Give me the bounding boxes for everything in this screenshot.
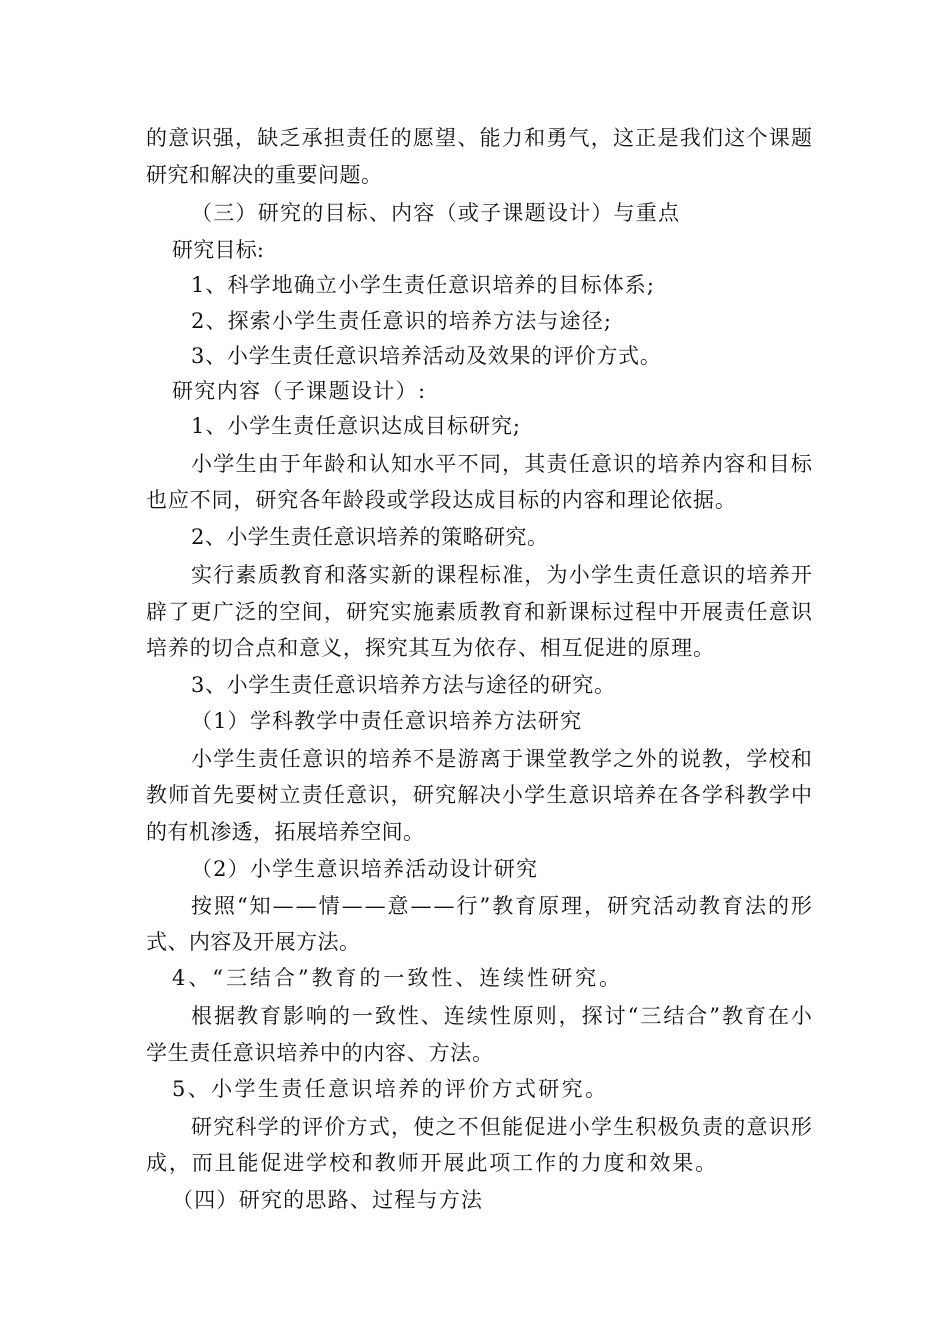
list-item: 2、小学生责任意识培养的策略研究。 <box>191 525 549 549</box>
paragraph-line: 按照“知——情——意——行”教育原理，研究活动教育法的形 <box>191 894 814 918</box>
paragraph-line: 成，而且能促进学校和教师开展此项工作的力度和效果。 <box>146 1151 718 1175</box>
list-item: 1、小学生责任意识达成目标研究; <box>191 414 521 438</box>
section-heading: （三）研究的目标、内容（或子课题设计）与重点 <box>191 201 681 225</box>
subheading: 研究内容（子课题设计）: <box>172 379 427 403</box>
paragraph-line: 小学生责任意识的培养不是游离于课堂教学之外的说教，学校和 <box>191 747 814 771</box>
paragraph-line: 的有机渗透，拓展培养空间。 <box>146 820 425 844</box>
section-heading: （四）研究的思路、过程与方法 <box>172 1188 484 1212</box>
paragraph-line: 研究科学的评价方式，使之不但能促进小学生积极负责的意识形 <box>191 1115 814 1139</box>
sub-list-item: （2）小学生意识培养活动设计研究 <box>191 857 539 881</box>
paragraph-line: 也应不同，研究各年龄段或学段达成目标的内容和理论依据。 <box>146 488 737 512</box>
list-item: 1、科学地确立小学生责任意识培养的目标体系; <box>191 273 655 297</box>
list-item: 2、探索小学生责任意识的培养方法与途径; <box>191 309 613 333</box>
text-line: 研究和解决的重要问题。 <box>146 163 383 187</box>
sub-list-item: （1）学科教学中责任意识培养方法研究 <box>191 709 583 733</box>
paragraph-line: 实行素质教育和落实新的课程标准，为小学生责任意识的培养开 <box>191 563 814 587</box>
text-line: 的意识强，缺乏承担责任的愿望、能力和勇气，这正是我们这个课题 <box>146 126 814 150</box>
paragraph-line: 根据教育影响的一致性、连续性原则，探讨“三结合”教育在小 <box>191 1004 814 1028</box>
paragraph-line: 辟了更广泛的空间，研究实施素质教育和新课标过程中开展责任意识 <box>146 600 814 624</box>
subheading: 研究目标: <box>172 238 265 262</box>
paragraph-line: 教师首先要树立责任意识，研究解决小学生意识培养在各学科教学中 <box>146 783 814 807</box>
paragraph-line: 学生责任意识培养中的内容、方法。 <box>146 1041 494 1065</box>
list-item: 4、“三结合”教育的一致性、连续性研究。 <box>172 966 624 990</box>
paragraph-line: 小学生由于年龄和认知水平不同，其责任意识的培养内容和目标 <box>191 452 814 476</box>
list-item: 3、小学生责任意识培养方法与途径的研究。 <box>191 673 616 697</box>
list-item: 3、小学生责任意识培养活动及效果的评价方式。 <box>191 344 662 368</box>
list-item: 5、小学生责任意识培养的评价方式研究。 <box>172 1077 609 1101</box>
paragraph-line: 式、内容及开展方法。 <box>146 930 361 954</box>
paragraph-line: 培养的切合点和意义，探究其互为依存、相互促进的原理。 <box>146 636 715 660</box>
